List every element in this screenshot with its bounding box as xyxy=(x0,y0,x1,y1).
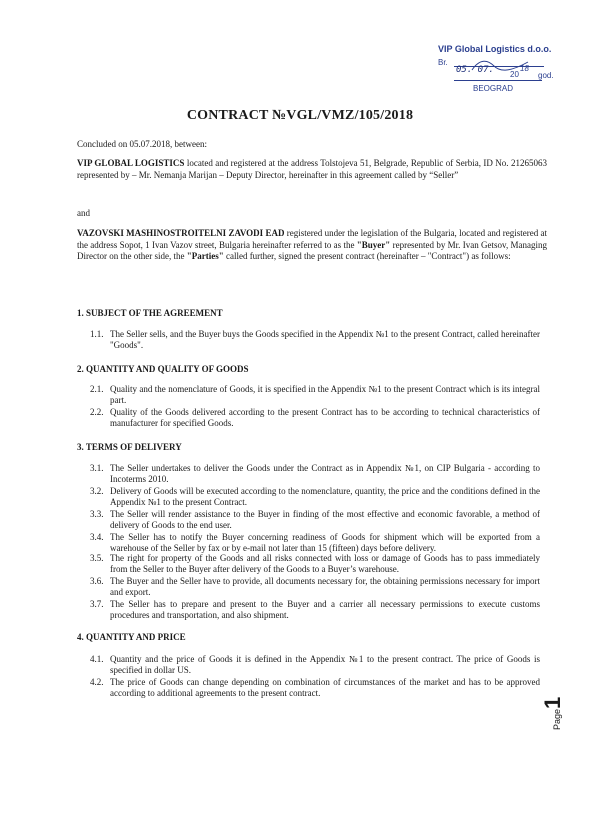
contract-title: CONTRACT №VGL/VMZ/105/2018 xyxy=(186,108,414,123)
section-heading: 1. SUBJECT OF THE AGREEMENT xyxy=(77,308,223,318)
section-heading: 2. QUANTITY AND QUALITY OF GOODS xyxy=(77,364,249,374)
clause xyxy=(90,532,540,555)
stamp-company: VIP Global Logistics d.o.o. xyxy=(438,44,552,54)
clause-text: Delivery of Goods will be executed according to the nomenclature, quantity, the price and the conditions defined in the Appendix №1 to the present Contract. xyxy=(110,486,540,508)
clause-number: 3.5. xyxy=(90,553,104,563)
clause-number: 3.4. xyxy=(90,532,104,542)
clause-text: Quality of the Goods delivered according to the present Contract has to be according to technical characteristics of manufacturer for specified Goods. xyxy=(110,407,540,429)
clause-text: The Seller has to notify the Buyer concerning readiness of Goods for shipment which will be exported from a warehouse of the Seller by fax or by e-mail not later than 15 (fifteen) days before delivery. xyxy=(110,532,540,554)
concluded-line: Concluded on 05.07.2018, between: xyxy=(77,139,207,149)
buyer-text-2: represented by Mr. Ivan Getsov, Managing Director on the other side, the xyxy=(77,239,548,261)
clause-text: The right for property of the Goods and all risks connected with loss or damage of Goods has to pass immediately from the Seller to the Buyer after delivery of the Goods to a Buyer’s warehouse. xyxy=(110,553,540,575)
clause-number: 2.2. xyxy=(90,407,104,417)
seller-name: VIP GLOBAL LOGISTICS xyxy=(77,158,185,168)
stamp-date: 05. 07. xyxy=(456,65,494,75)
buyer-term: "Buyer" xyxy=(356,239,391,250)
buyer-paragraph xyxy=(77,228,547,263)
clause-text: The Buyer and the Seller have to provide, all documents necessary for, the obtaining permissions necessary for import and export. xyxy=(110,576,540,598)
clause xyxy=(90,654,540,677)
clause xyxy=(90,599,540,622)
buyer-name: VAZOVSKI MASHINOSTROITELNI ZAVODI EAD xyxy=(77,228,285,238)
stamp-god-label: god. xyxy=(538,71,554,80)
clause xyxy=(90,509,540,532)
clause-number: 2.1. xyxy=(90,384,104,394)
clause-text: Quantity and the price of Goods it is defined in the Appendix №1 to the present contract. The price of Goods is specified in dollar US. xyxy=(110,654,540,676)
stamp-line xyxy=(454,80,542,81)
clause-number: 3.7. xyxy=(90,599,104,609)
page-number-value: 1 xyxy=(540,696,565,709)
page-number xyxy=(540,690,580,730)
section-heading: 4. QUANTITY AND PRICE xyxy=(77,632,186,642)
stamp-year-printed: 20 xyxy=(510,70,519,79)
clause-text: The Seller will render assistance to the Buyer in finding of the most effective and economic favorable, a method of delivery of Goods to the end user. xyxy=(110,509,540,531)
clause xyxy=(90,553,540,576)
page-label: Page xyxy=(552,708,562,730)
seller-paragraph xyxy=(77,158,547,181)
clause-text: Quality and the nomenclature of Goods, it is specified in the Appendix №1 to the present Contract which is its integral part. xyxy=(110,384,540,406)
clause xyxy=(90,463,540,486)
buyer-text-1: registered under the legislation of the Bulgaria, located and registered at the address Sopot, 1 Ivan Vazov street, Bulgaria hereinafter referred to as the xyxy=(77,228,547,250)
parties-term: "Parties" xyxy=(186,251,224,261)
clause xyxy=(90,677,540,700)
clause xyxy=(90,407,540,430)
signature-scribble xyxy=(470,56,530,76)
stamp-br-label: Br. xyxy=(438,58,448,67)
clause-text: The Seller sells, and the Buyer buys the Goods specified in the Appendix №1 to the present Contract, called hereinafter "Goods". xyxy=(110,329,540,351)
seller-text: located and registered at the address Tolstojeva 51, Belgrade, Republic of Serbia, ID No. 21265063 represented by – Mr. Nemanja Marijan – Deputy Director, hereinafter in this agreement called by “Seller” xyxy=(77,158,547,180)
clause-number: 4.1. xyxy=(90,654,104,664)
clause-number: 3.1. xyxy=(90,463,104,473)
clause-text: The Seller undertakes to deliver the Goods under the Contract as in Appendix №1, on CIP Bulgaria - according to Incoterms 2010. xyxy=(110,463,540,485)
clause xyxy=(90,384,540,407)
stamp-city: BEOGRAD xyxy=(473,84,514,93)
clause-number: 3.3. xyxy=(90,509,104,519)
clause xyxy=(90,329,540,352)
clause-number: 4.2. xyxy=(90,677,104,687)
clause-text: The price of Goods can change depending on combination of circumstances of the market and has to be approved according to additional agreements to the present contract. xyxy=(110,677,540,699)
stamp-year-written: 18 xyxy=(520,64,529,73)
clause-number: 3.2. xyxy=(90,486,104,496)
clause xyxy=(90,576,540,599)
buyer-text-3: called further, signed the present contract (hereinafter – "Contract") as follows: xyxy=(223,251,511,261)
and-line: and xyxy=(77,208,90,218)
clause-number: 1.1. xyxy=(90,329,104,339)
clause-number: 3.6. xyxy=(90,576,104,586)
clause-text: The Seller has to prepare and present to the Buyer and a carrier all necessary permissions to execute customs procedures and transportation, and also shipment. xyxy=(110,599,540,621)
section-heading: 3. TERMS OF DELIVERY xyxy=(77,442,182,452)
clause xyxy=(90,486,540,509)
